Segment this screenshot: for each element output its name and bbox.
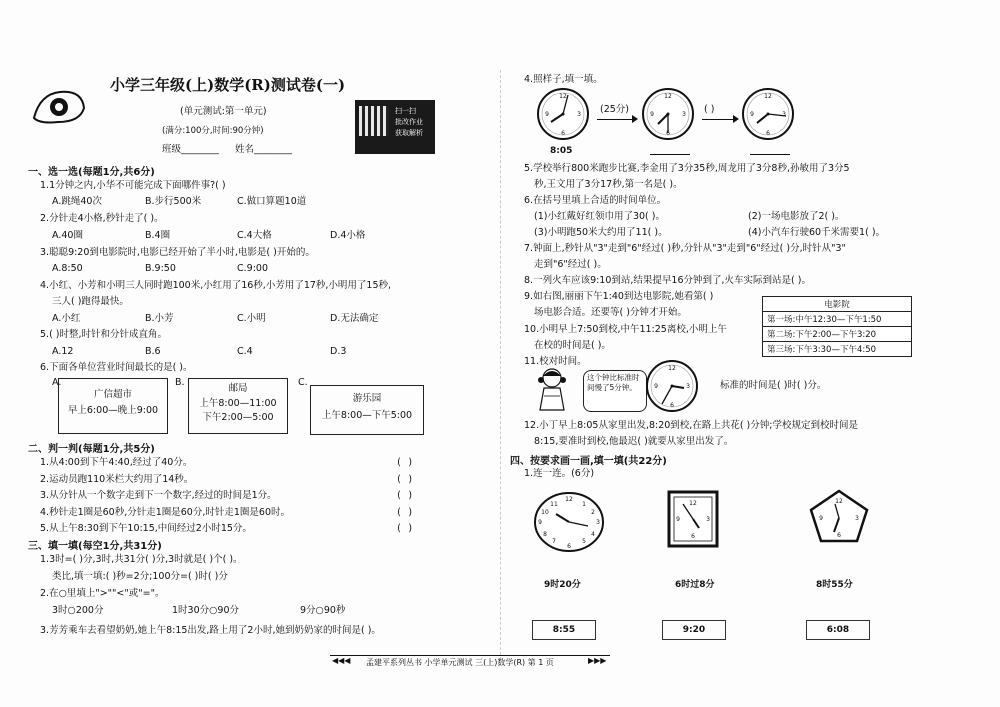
business-b-name: 邮局	[228, 383, 248, 394]
s1-q6-opt-a: A.	[52, 377, 62, 388]
qr-text-3: 获取解析	[395, 129, 423, 137]
clock-face-q11	[644, 358, 700, 414]
match-clock-pentagon[interactable]	[808, 488, 870, 544]
svg-text:12: 12	[565, 496, 573, 503]
svg-text:3: 3	[686, 383, 690, 390]
svg-text:7: 7	[552, 538, 556, 545]
business-b-hours-2: 下午2:00—5:00	[202, 412, 274, 423]
svg-text:5: 5	[582, 538, 586, 545]
s3-q10-line2: 在校的时间是( )。	[534, 340, 611, 351]
s1-q2: 2.分针走4小格,秒针走了( )。	[40, 213, 164, 224]
section-4-heading: 四、按要求画一画,填一填(共22分)	[510, 456, 667, 467]
exam-meta: (满分:100分,时间:90分钟)	[162, 126, 264, 136]
s2-answer-1[interactable]: ( )	[396, 457, 414, 468]
clock-face-8-15	[740, 86, 796, 142]
s2-item-5: 5.从上午8:30到下午10:15,中间经过2小时15分。	[40, 523, 252, 534]
svg-text:9: 9	[538, 519, 542, 526]
s1-q6-opt-b: B.	[175, 377, 185, 388]
s1-q1-opt-c: C.做口算题10道	[237, 196, 307, 207]
s3-q10-line1: 10.小明早上7:50到校,中午11:25离校,小明上午	[524, 324, 727, 335]
s3-q6: 6.在括号里填上合适的时间单位。	[524, 195, 667, 206]
svg-text:9: 9	[654, 383, 658, 390]
s3-q3: 3.芳芳乘车去看望奶奶,她上午8:15出发,路上用了2小时,她到奶奶家的时间是( )。	[40, 625, 381, 636]
s1-q3: 3.聪聪9:20到电影院时,电影已经开始了半小时,电影是( )开始的。	[40, 247, 315, 258]
s3-q5-line1: 5.学校举行800米跑步比赛,李金用了3分35秒,周龙用了3分8秒,孙敏用了3分5	[524, 163, 850, 174]
s1-q1: 1.1分钟之内,小华不可能完成下面哪件事?( )	[40, 180, 226, 191]
section-2-heading: 二、判一判(每题1分,共5分)	[28, 444, 155, 455]
qr-text-2: 批改作业	[395, 118, 423, 126]
svg-text:9: 9	[750, 111, 754, 118]
svg-text:9: 9	[819, 515, 823, 522]
s1-q4-line1: 4.小红、小芳和小明三人同时跑100米,小红用了16秒,小芳用了17秒,小明用了15秒,	[40, 280, 392, 291]
cinema-schedule	[762, 296, 912, 357]
s3-q6-2: (2)一场电影放了2( )。	[748, 211, 845, 222]
s1-q4-opt-d: D.无法确定	[330, 313, 379, 324]
s3-q6-3: (3)小明跑50米大约用了11( )。	[534, 227, 668, 238]
example-clock-1-caption: 8:05	[550, 146, 573, 156]
svg-text:6: 6	[666, 130, 670, 137]
section-1-heading: 一、选一选(每题1分,共6分)	[28, 167, 155, 178]
s3-q8: 8.一列火车应该9:10到站,结果提早16分钟到了,火车实际到站是( )。	[524, 275, 811, 286]
svg-text:12: 12	[764, 93, 772, 100]
s2-item-4: 4.秒针走1圈是60秒,分针走1圈是60分,时针走1圈是60时。	[40, 507, 291, 518]
svg-text:4: 4	[591, 531, 595, 538]
s1-q2-opt-a: A.40圈	[52, 230, 83, 241]
svg-text:6: 6	[691, 533, 695, 540]
class-label: 班级________	[162, 144, 220, 155]
footer-rule	[330, 655, 610, 656]
s1-q5-opt-d: D.3	[330, 346, 347, 357]
s1-q4-opt-c: C.小明	[237, 313, 266, 324]
footer-text: 孟建平系列丛书 小学单元测试 三(上)数学(R) 第 1 页	[366, 658, 554, 667]
clock-face-8-30	[640, 86, 696, 142]
s3-q6-4: (4)小汽车行驶60千米需要1( )。	[748, 227, 886, 238]
arrow-label-2[interactable]: ( )	[704, 104, 715, 115]
match-caption-1: 9时20分	[544, 580, 581, 590]
qr-text-1: 扫一扫	[395, 107, 416, 115]
cinema-row-2: 第二场:下午2:00—下午3:20	[763, 326, 911, 341]
s1-q2-opt-d: D.4小格	[330, 230, 366, 241]
match-clock-square[interactable]	[667, 490, 719, 548]
s3-q9-line2: 场电影合适。还要等( )分钟才开始。	[534, 307, 687, 318]
s1-q3-opt-a: A.8:50	[52, 263, 83, 274]
girl-illustration	[532, 366, 572, 414]
s2-item-3: 3.从分针从一个数字走到下一个数字,经过的时间是1分。	[40, 490, 277, 501]
arrow-2-icon	[702, 119, 736, 120]
svg-text:6: 6	[670, 402, 674, 409]
business-hours-b	[188, 378, 288, 434]
svg-text:2: 2	[591, 509, 595, 516]
example-clock-3	[740, 86, 796, 142]
svg-text:9: 9	[676, 516, 680, 523]
s2-answer-3[interactable]: ( )	[396, 490, 414, 501]
business-a-name: 广信超市	[93, 389, 132, 400]
section-3-heading: 三、填一填(每空1分,共31分)	[28, 541, 162, 552]
s3-q12-line1: 12.小丁早上8:05从家里出发,8:20到校,在路上共花( )分钟;学校规定到校时间是	[524, 420, 858, 431]
s3-q1: 1.3时=( )分,3时,共31分( )分,3时就是( )个( )。	[40, 554, 243, 565]
match-clock-round[interactable]	[532, 490, 606, 554]
svg-text:3: 3	[706, 516, 710, 523]
example-clock-1	[535, 86, 591, 142]
svg-text:12: 12	[668, 365, 676, 372]
svg-text:8: 8	[543, 531, 547, 538]
match-caption-3: 8时55分	[816, 580, 853, 590]
name-label: 姓名________	[235, 144, 293, 155]
s3-q5-line2: 秒,王文用了3分17秒,第一名是( )。	[534, 179, 683, 190]
arrow-label-1: (25分)	[600, 104, 630, 115]
page-title: 小学三年级(上)数学(R)测试卷(一)	[110, 76, 346, 94]
footer-ornament-left-icon: ◀◀◀	[332, 656, 351, 665]
s3-compare-2: 1时30分○90分	[172, 605, 240, 616]
qr-code-icon	[359, 106, 389, 136]
svg-text:11: 11	[550, 501, 558, 508]
example-clock-2	[640, 86, 696, 142]
match-answer-1[interactable]: 8:55	[532, 620, 596, 640]
cinema-title: 电影院	[824, 300, 850, 310]
s3-q7-line2: 走到"6"经过( )。	[534, 259, 607, 270]
page-subtitle: (单元测试:第一单元)	[180, 106, 267, 117]
s1-q3-opt-c: C.9:00	[237, 263, 268, 274]
svg-text:3: 3	[682, 111, 686, 118]
business-hours-a	[58, 378, 168, 434]
svg-text:3: 3	[782, 111, 786, 118]
s2-answer-5[interactable]: ( )	[396, 523, 414, 534]
s3-q12-line2: 8:15,要准时到校,他最迟( )就要从家里出发了。	[534, 436, 734, 447]
svg-text:3: 3	[596, 519, 600, 526]
s1-q5: 5.( )时整,时针和分针成直角。	[40, 329, 168, 340]
match-answer-3[interactable]: 6:08	[806, 620, 870, 640]
s1-q3-opt-b: B.9:50	[145, 263, 176, 274]
match-answer-2[interactable]: 9:20	[662, 620, 726, 640]
svg-text:6: 6	[561, 130, 565, 137]
arrow-2-head-icon	[733, 115, 739, 123]
s4-q1: 1.连一连。(6分)	[524, 468, 595, 479]
s2-answer-2[interactable]: ( )	[396, 474, 414, 485]
s3-q9-line1: 9.如右图,丽丽下午1:40到达电影院,她看第( )	[524, 291, 714, 302]
svg-text:3: 3	[855, 515, 859, 522]
s2-item-2: 2.运动员跑110米栏大约用了14秒。	[40, 474, 194, 485]
clock-square-icon	[667, 490, 719, 548]
s1-q5-opt-c: C.4	[237, 346, 253, 357]
clock-q11	[644, 358, 700, 414]
svg-text:12: 12	[835, 498, 843, 505]
s3-q11: 11.校对时间。	[524, 356, 587, 367]
s2-answer-4[interactable]: ( )	[396, 507, 414, 518]
cinema-row-3: 第三场:下午3:30—下午4:50	[763, 341, 911, 356]
s1-q2-opt-b: B.4圈	[145, 230, 171, 241]
s2-item-1: 1.从4:00到下午4:40,经过了40分。	[40, 457, 193, 468]
cinema-row-1: 第一场:中午12:30—下午1:50	[763, 311, 911, 326]
svg-text:12: 12	[689, 500, 697, 507]
s1-q1-opt-b: B.步行500米	[145, 196, 202, 207]
s1-q4-opt-b: B.小芳	[145, 313, 174, 324]
match-caption-2: 6时过8分	[675, 580, 715, 590]
s3-q11-answer: 标准的时间是( )时( )分。	[720, 380, 827, 391]
clock-pentagon-icon	[808, 488, 870, 544]
clock-3-answer-line[interactable]	[750, 154, 790, 155]
s3-q4: 4.照样子,填一填。	[524, 74, 603, 85]
column-divider	[500, 70, 501, 660]
footer-ornament-right-icon: ▶▶▶	[588, 656, 607, 665]
svg-text:6: 6	[766, 130, 770, 137]
s1-q5-opt-a: A.12	[52, 346, 74, 357]
s3-compare-3: 9分○90秒	[300, 605, 346, 616]
s3-compare-1: 3时○200分	[52, 605, 104, 616]
speech-bubble	[583, 370, 647, 412]
business-c-hours: 上午8:00—下午5:00	[321, 410, 413, 421]
speech-bubble-text: 这个钟比标准时间慢了5分钟。	[587, 373, 640, 392]
svg-text:9: 9	[650, 111, 654, 118]
s3-q1-analogy: 类比,填一填:( )秒=2分;100分=( )时( )分	[52, 571, 228, 582]
s1-q6: 6.下面各单位营业时间最长的是( )。	[40, 362, 193, 373]
s1-q1-opt-a: A.跳绳40次	[52, 196, 102, 207]
clock-2-answer-line[interactable]	[650, 154, 690, 155]
svg-text:10: 10	[541, 509, 549, 516]
arrow-1-icon	[597, 119, 635, 120]
svg-text:1: 1	[582, 501, 586, 508]
s1-q5-opt-b: B.6	[145, 346, 161, 357]
svg-text:6: 6	[837, 532, 841, 539]
arrow-1-head-icon	[632, 115, 638, 123]
svg-text:12: 12	[559, 93, 567, 100]
svg-text:9: 9	[545, 111, 549, 118]
business-c-name: 游乐园	[352, 393, 382, 404]
s1-q2-opt-c: C.4大格	[237, 230, 272, 241]
svg-text:12: 12	[664, 93, 672, 100]
s3-q6-1: (1)小红戴好红领巾用了30( )。	[534, 211, 665, 222]
publisher-logo	[30, 88, 88, 126]
s3-q7-line1: 7.钟面上,秒针从"3"走到"6"经过( )秒,分针从"3"走到"6"经过( )分,时针从"3"	[524, 243, 846, 254]
clock-face-8-05	[535, 86, 591, 142]
business-hours-c	[310, 385, 424, 435]
business-b-hours-1: 上午8:00—11:00	[199, 398, 277, 409]
svg-text:6: 6	[567, 543, 571, 550]
business-a-hours: 早上6:00—晚上9:00	[67, 405, 159, 416]
qr-code-block[interactable]	[355, 100, 435, 154]
s3-q2: 2.在○里填上">""<"或"="。	[40, 588, 165, 599]
s1-q4-opt-a: A.小红	[52, 313, 81, 324]
svg-text:3: 3	[577, 111, 581, 118]
s1-q6-opt-c: C.	[298, 377, 308, 388]
s1-q4-line2: 三人( )跑得最快。	[52, 296, 129, 307]
clock-round-icon	[532, 490, 606, 554]
